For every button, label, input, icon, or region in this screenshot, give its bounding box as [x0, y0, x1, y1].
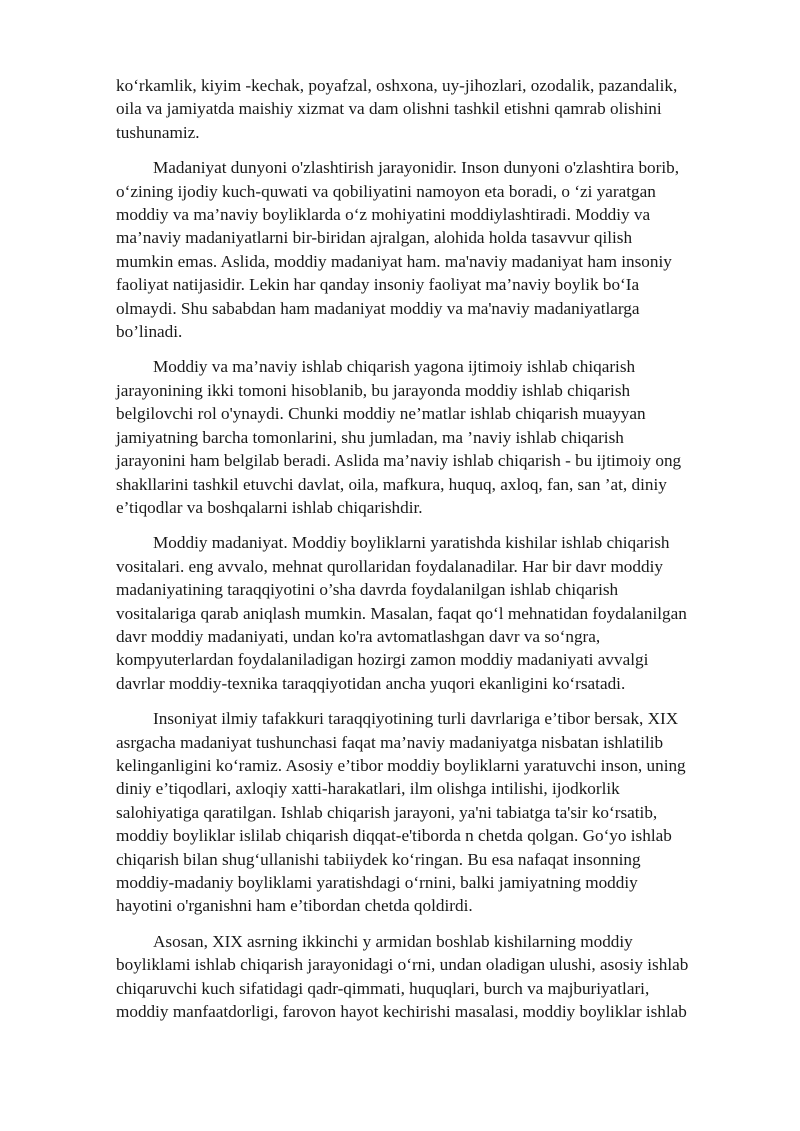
paragraph-6 — [116, 930, 746, 1024]
text-line: boyliklami ishlab chiqarish jarayonidagi o‘rni, undan oladigan ulushi, asosiy ishlab — [116, 955, 689, 975]
text-line: ma’naviy madaniyatlarni bir-biridan ajralgan, alohida holda tasavvur qilish — [116, 228, 633, 248]
text-line: chiqaruvchi kuch sifatidagi qadr-qimmati, huquqlari, burch va majburiyatlari, — [116, 978, 650, 998]
text-line: chiqarish bilan shug‘ullanishi tabiiydek ko‘ringan. Bu esa nafaqat insonning — [116, 849, 641, 869]
paragraph-3 — [116, 355, 746, 519]
text-line: Madaniyat dunyoni o'zlashtirish jarayonidir. Inson dunyoni o'zlashtira borib, — [153, 158, 680, 178]
text-line: diniy e’tiqodlari, axloqiy xatti-harakatlari, ilm olishga intilishi, ijodkorlik — [116, 779, 620, 799]
text-line: e’tiqodlar va boshqalarni ishlab chiqarishdir. — [116, 497, 423, 517]
text-line: oila va jamiyatda maishiy xizmat va dam olishni tashkil etishni qamrab olishini — [116, 99, 662, 119]
text-line: davr moddiy madaniyati, undan ko'ra avtomatlashgan davr va so‘ngra, — [116, 626, 601, 646]
text-line: moddiy-madaniy boyliklami yaratishdagi o‘rnini, balki jamiyatning moddiy — [116, 873, 638, 892]
text-line: hayotini o'rganishni ham e’tibordan chetda qoldirdi. — [116, 896, 473, 916]
document-page — [116, 74, 746, 1035]
text-line: jarayonining ikki tomoni hisoblanib, bu jarayonda moddiy ishlab chiqarish — [116, 380, 631, 400]
text-line: davrlar moddiy-texnika taraqqiyotidan ancha yuqori ekanligini ko‘rsatadi. — [116, 673, 626, 693]
text-line: jamiyatning barcha tomonlarini, shu jumladan, ma ’naviy ishlab chiqarish — [116, 427, 624, 447]
text-line: o‘zining ijodiy kuch-quwati va qobiliyatini namoyon eta boradi, o ‘zi yaratgan — [116, 181, 656, 201]
paragraph-4 — [116, 531, 746, 695]
text-line: vositalari. eng avvalo, mehnat qurollaridan foydalanadilar. Har bir davr moddiy — [116, 556, 663, 576]
text-line: vositalariga qarab aniqlash mumkin. Masalan, faqat qo‘l mehnatidan foydalanilgan — [116, 603, 687, 623]
text-line: kompyuterlardan foydalaniladigan hozirgi zamon moddiy madaniyati avvalgi — [116, 650, 649, 670]
text-line: salohiyatiga qaratilgan. Ishlab chiqarish jarayoni, ya'ni tabiatga ta'sir ko‘rsatib, — [116, 802, 658, 822]
paragraph-2 — [116, 156, 746, 343]
text-line: shakllarini tashkil etuvchi davlat, oila, mafkura, huquq, axloq, fan, san ’at, diniy — [116, 474, 667, 494]
paragraph-5 — [116, 707, 746, 918]
text-line: moddiy boyliklar islilab chiqarish diqqat-e'tiborda n chetda qolgan. Go‘yo ishlab — [116, 826, 672, 846]
text-line: kelinganligini ko‘ramiz. Asosiy e’tibor moddiy boyliklarni yaratuvchi inson, uning — [116, 755, 686, 775]
text-line: bo’linadi. — [116, 322, 183, 342]
text-line: madaniyatining taraqqiyotini o’sha davrda foydalanilgan ishlab chiqarish — [116, 580, 619, 600]
text-line: Insoniyat ilmiy tafakkuri taraqqiyotining turli davrlariga e’tibor bersak, XIX — [153, 709, 679, 729]
text-line: Asosan, XIX asrning ikkinchi y armidan boshlab kishilarning moddiy — [153, 931, 633, 951]
text-line: asrgacha madaniyat tushunchasi faqat ma’naviy madaniyatga nisbatan ishlatilib — [116, 732, 664, 752]
paragraph-1 — [116, 74, 746, 144]
text-line: ko‘rkamlik, kiyim -kechak, poyafzal, oshxona, uy-jihozlari, ozodalik, pazandalik, — [116, 76, 678, 95]
text-line: tushunamiz. — [116, 122, 200, 142]
text-line: jarayonini ham belgilab beradi. Aslida ma’naviy ishlab chiqarish - bu ijtimoiy ong — [116, 451, 682, 471]
text-line: mumkin emas. Aslida, moddiy madaniyat ham. ma'naviy madaniyat ham insoniy — [116, 251, 672, 271]
text-line: Moddiy va ma’naviy ishlab chiqarish yagona ijtimoiy ishlab chiqarish — [153, 357, 636, 377]
text-line: belgilovchi rol o'ynaydi. Chunki moddiy ne’matlar ishlab chiqarish muayyan — [116, 404, 646, 424]
text-line: olmaydi. Shu sababdan ham madaniyat moddiy va ma'naviy madaniyatlarga — [116, 298, 640, 318]
text-line: Moddiy madaniyat. Moddiy boyliklarni yaratishda kishilar ishlab chiqarish — [153, 533, 670, 553]
text-line: faoliyat natijasidir. Lekin har qanday insoniy faoliyat ma’naviy boylik bo‘Ia — [116, 275, 640, 295]
text-line: moddiy va ma’naviy boyliklarda o‘z mohiyatini moddiylashtiradi. Moddiy va — [116, 205, 651, 225]
text-line: moddiy manfaatdorligi, farovon hayot kechirishi masalasi, moddiy boyliklar ishlab — [116, 1002, 687, 1022]
